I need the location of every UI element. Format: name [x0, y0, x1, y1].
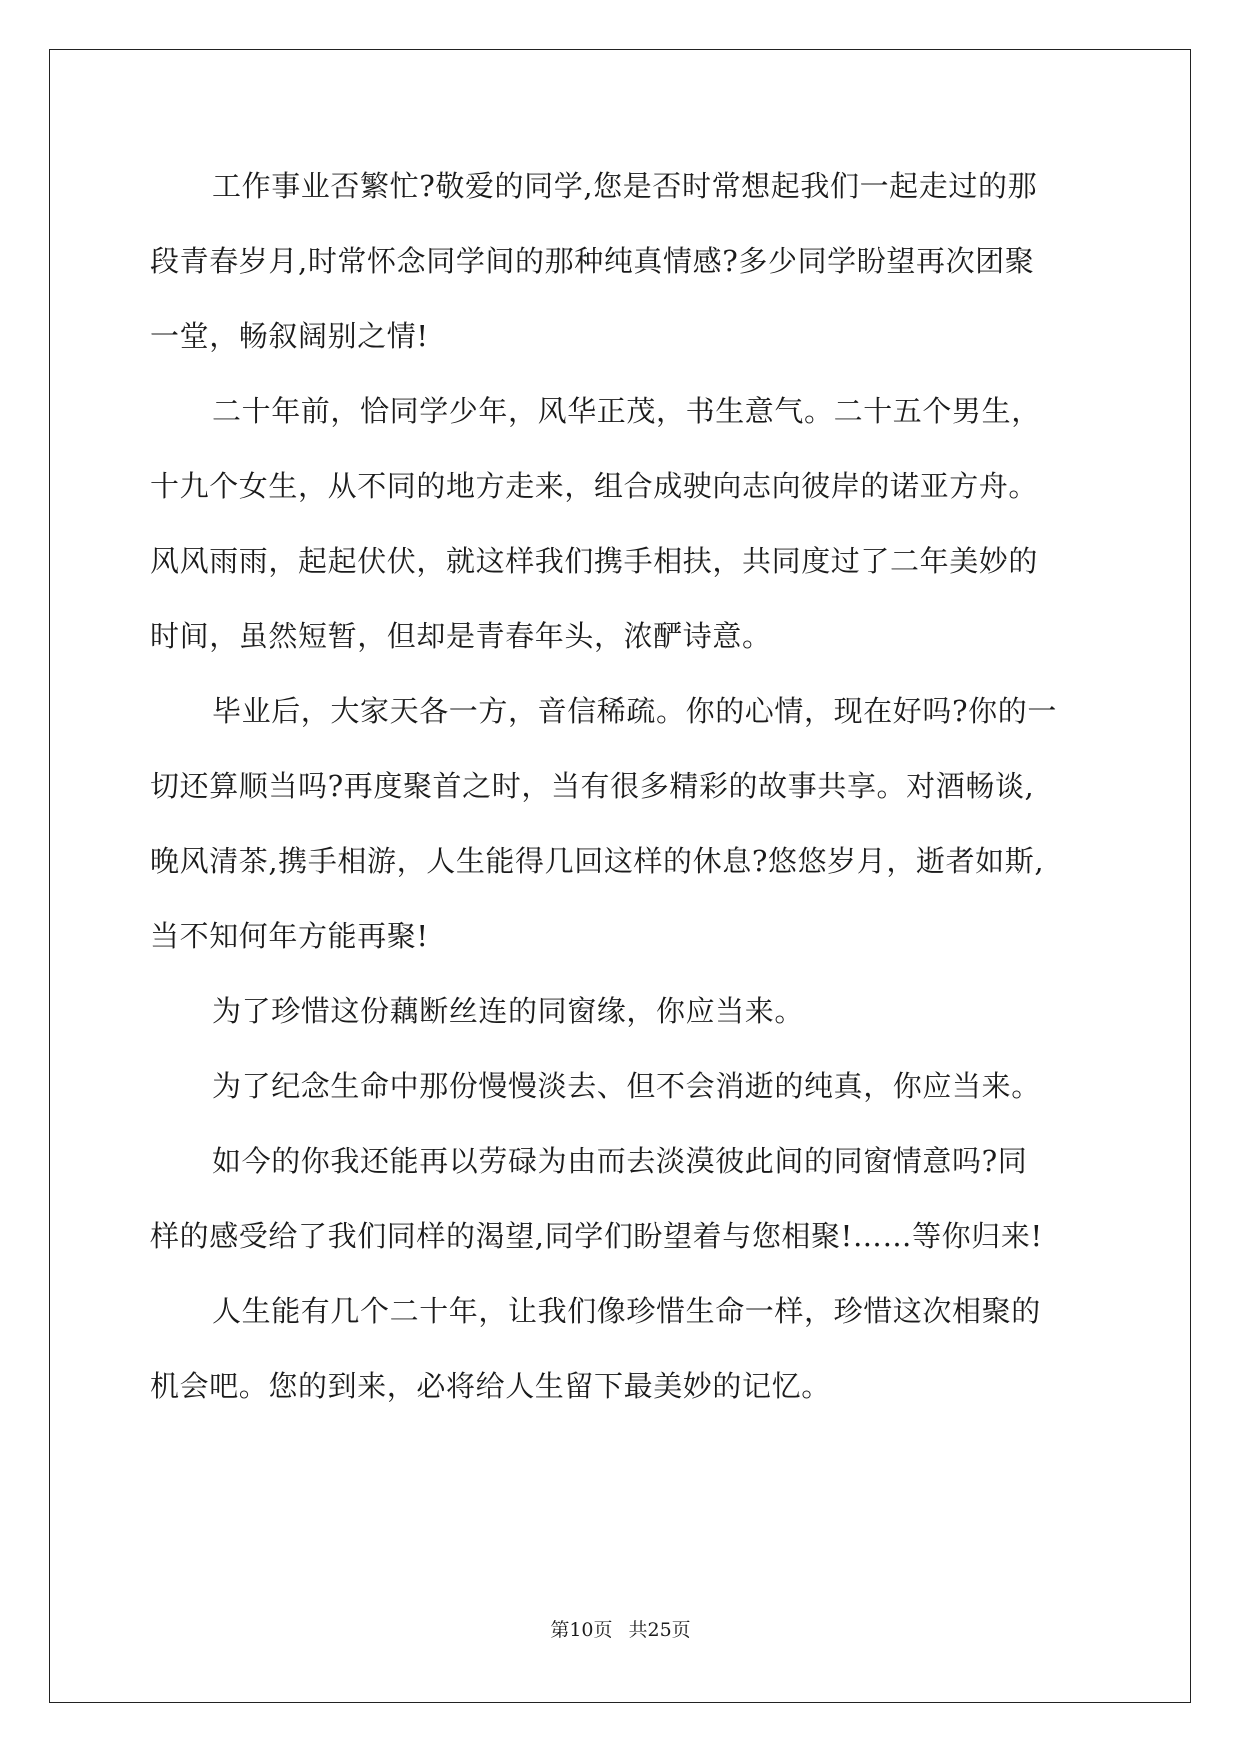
page-number: 第10页	[550, 1619, 613, 1641]
paragraph-line: 工作事业否繁忙?敬爱的同学,您是否时常想起我们一起走过的那	[212, 169, 1038, 203]
page-footer	[0, 1618, 1241, 1642]
paragraph-line: 一堂，畅叙阔别之情!	[150, 319, 429, 353]
paragraph-line: 为了珍惜这份藕断丝连的同窗缘，你应当来。	[212, 994, 805, 1028]
paragraph-line: 为了纪念生命中那份慢慢淡去、但不会消逝的纯真，你应当来。	[212, 1069, 1041, 1103]
paragraph-line: 风风雨雨，起起伏伏，就这样我们携手相扶，共同度过了二年美妙的	[150, 544, 1039, 578]
paragraph-line: 毕业后，大家天各一方，音信稀疏。你的心情，现在好吗?你的一	[212, 694, 1057, 728]
paragraph-line: 切还算顺当吗?再度聚首之时，当有很多精彩的故事共享。对酒畅谈,	[150, 769, 1035, 803]
paragraph-line: 人生能有几个二十年，让我们像珍惜生命一样，珍惜这次相聚的	[212, 1294, 1041, 1328]
page-total: 共25页	[628, 1619, 691, 1641]
paragraph-line: 如今的你我还能再以劳碌为由而去淡漠彼此间的同窗情意吗?同	[212, 1144, 1028, 1178]
paragraph-line: 当不知何年方能再聚!	[150, 919, 429, 953]
paragraph-line: 二十年前，恰同学少年，风华正茂，书生意气。二十五个男生，	[212, 394, 1041, 428]
paragraph-line: 段青春岁月,时常怀念同学间的那种纯真情感?多少同学盼望再次团聚	[150, 244, 1035, 278]
paragraph-line: 样的感受给了我们同样的渴望,同学们盼望着与您相聚!……等你归来!	[150, 1219, 1043, 1253]
paragraph-line: 时间，虽然短暂，但却是青春年头，浓酽诗意。	[150, 619, 772, 653]
paragraph-line: 十九个女生，从不同的地方走来，组合成驶向志向彼岸的诺亚方舟。	[150, 469, 1039, 503]
paragraph-line: 机会吧。您的到来，必将给人生留下最美妙的记忆。	[150, 1369, 831, 1403]
paragraph-line: 晚风清茶,携手相游，人生能得几回这样的休息?悠悠岁月，逝者如斯,	[150, 844, 1045, 878]
